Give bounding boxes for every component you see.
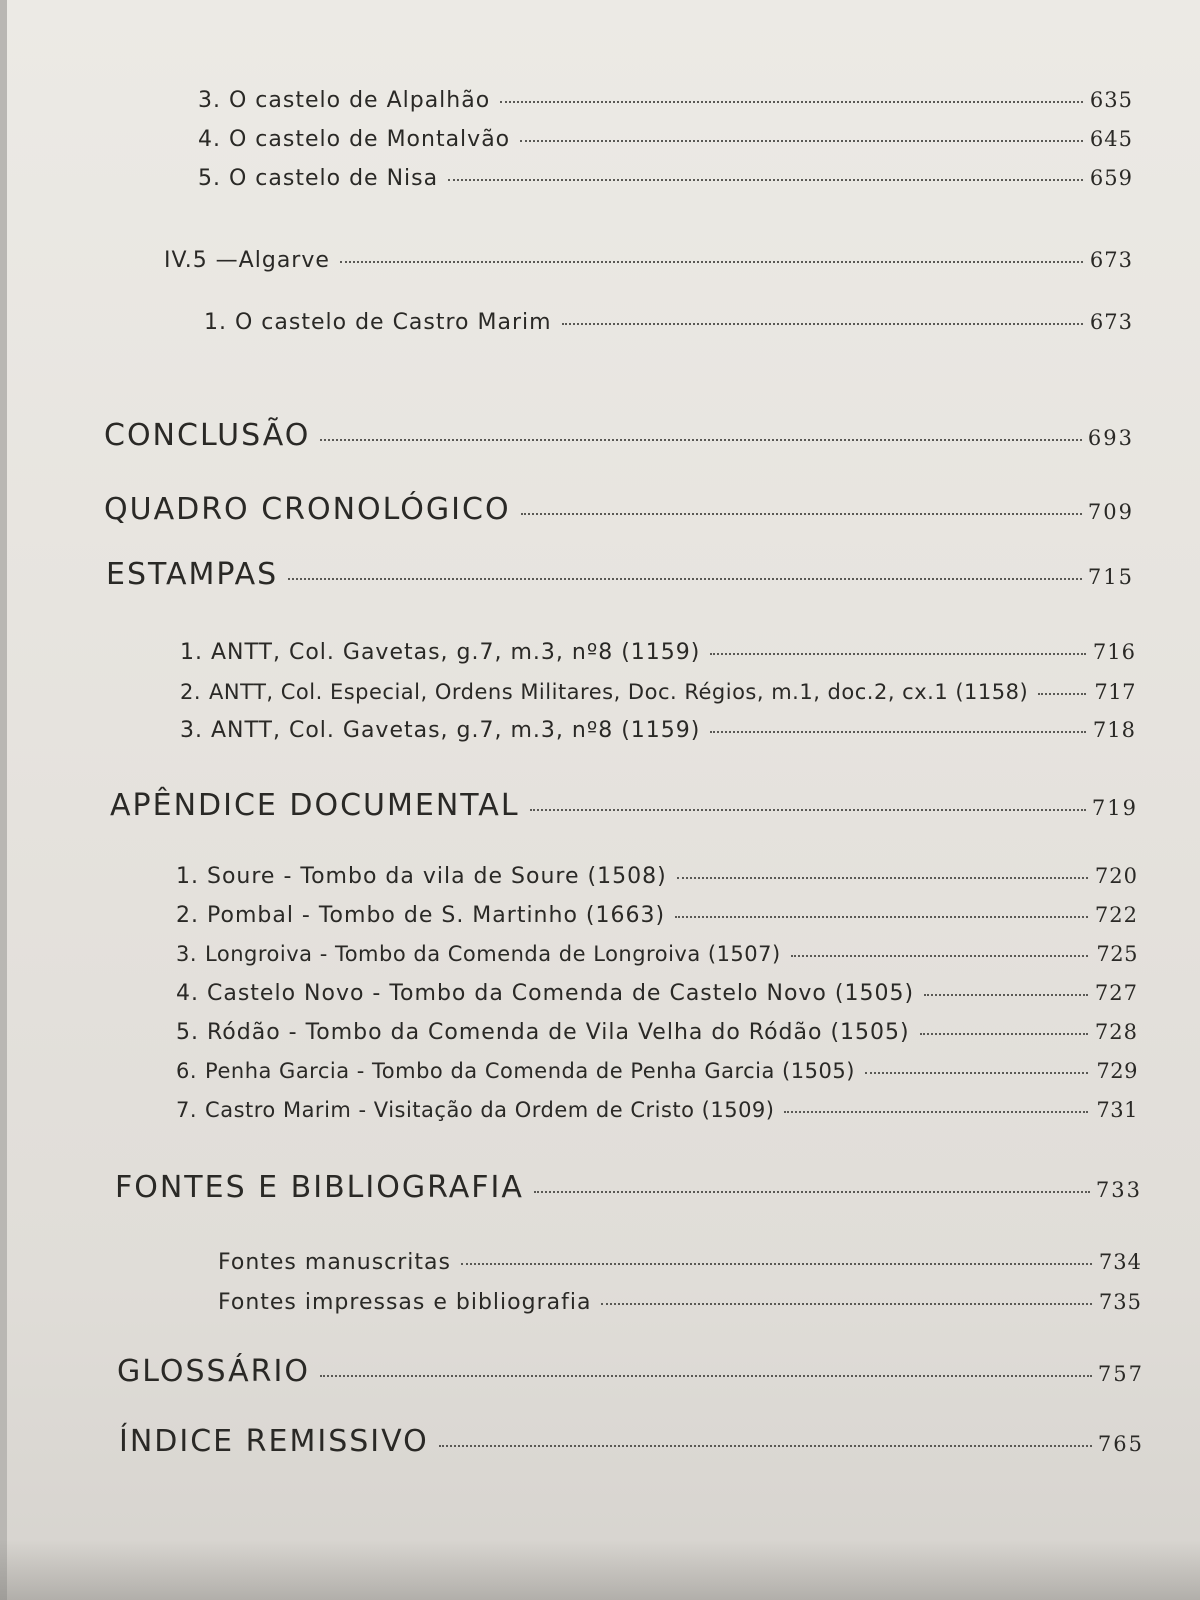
dot-leader (865, 1072, 1088, 1074)
entry-number: 1. (176, 864, 199, 889)
dot-leader (562, 323, 1083, 325)
entry-page: 673 (1089, 248, 1133, 272)
entry-number: 1. (180, 640, 203, 665)
entry-page: 718 (1092, 718, 1136, 742)
entry-title: Ródão - Tombo da Comenda de Vila Velha do Ródão (1505) (207, 1020, 910, 1045)
entry-page: 716 (1092, 640, 1136, 664)
entry-title: O castelo de Montalvão (229, 127, 511, 152)
entry-number: 4. (176, 981, 199, 1006)
entry-page: 717 (1094, 680, 1136, 704)
entry-number: 7. (176, 1098, 198, 1122)
entry-number: 1. (204, 310, 227, 335)
chapter-page: 709 (1087, 500, 1134, 524)
entry-title: Castelo Novo - Tombo da Comenda de Castelo Novo (1505) (207, 981, 915, 1006)
chapter-title: QUADRO CRONOLÓGICO (104, 492, 511, 527)
entry-page: 735 (1098, 1290, 1142, 1314)
entry-title: Fontes impressas e bibliografia (218, 1290, 592, 1315)
dot-leader (520, 140, 1083, 142)
entry-page: 673 (1089, 310, 1133, 334)
chapter-title: APÊNDICE DOCUMENTAL (110, 788, 520, 823)
entry-number: 5. (176, 1020, 199, 1045)
entry-title: O castelo de Alpalhão (229, 88, 491, 113)
chapter-page: 719 (1091, 796, 1138, 820)
dot-leader (710, 731, 1086, 733)
toc-entry (198, 88, 1133, 113)
toc-entry (176, 903, 1138, 928)
toc-chapter-quadro (104, 492, 1134, 527)
dot-leader (924, 994, 1088, 996)
dot-leader (340, 261, 1083, 263)
entry-title: O castelo de Nisa (229, 166, 439, 191)
toc-chapter-indice (119, 1424, 1144, 1459)
entry-number: 2. (176, 903, 199, 928)
dot-leader (920, 1033, 1088, 1035)
dot-leader (530, 809, 1086, 811)
chapter-page: 715 (1087, 565, 1134, 589)
entry-page: 727 (1094, 981, 1138, 1005)
toc-entry (176, 981, 1138, 1006)
entry-number: 3. (198, 88, 221, 113)
chapter-page: 733 (1095, 1178, 1142, 1202)
dot-leader (439, 1445, 1092, 1447)
entry-page: 734 (1098, 1250, 1142, 1274)
toc-entry (204, 310, 1133, 335)
entry-title: Castro Marim - Visitação da Ordem de Cristo (1509) (205, 1098, 775, 1122)
toc-chapter-apendice (110, 788, 1138, 823)
entry-page: 635 (1089, 88, 1133, 112)
toc-entry (176, 1020, 1138, 1045)
entry-title: IV.5 —Algarve (164, 248, 330, 273)
toc-entry (180, 640, 1136, 665)
entry-title: Longroiva - Tombo da Comenda de Longroiva (1507) (205, 942, 781, 966)
dot-leader (461, 1263, 1092, 1265)
chapter-page: 693 (1087, 426, 1134, 450)
dot-leader (791, 955, 1088, 957)
toc-entry (176, 1098, 1138, 1122)
entry-number: 3. (180, 718, 203, 743)
dot-leader (1038, 693, 1086, 695)
dot-leader (534, 1191, 1090, 1193)
toc-entry (176, 942, 1138, 966)
entry-title: ANTT, Col. Gavetas, g.7, m.3, nº8 (1159) (211, 718, 701, 743)
entry-page: 722 (1094, 903, 1138, 927)
entry-page: 725 (1096, 942, 1138, 966)
toc-entry (198, 166, 1133, 191)
chapter-title: ESTAMPAS (106, 557, 279, 592)
toc-chapter-conclusao (104, 418, 1134, 453)
entry-title: ANTT, Col. Gavetas, g.7, m.3, nº8 (1159) (211, 640, 701, 665)
chapter-title: FONTES E BIBLIOGRAFIA (115, 1170, 524, 1205)
dot-leader (320, 439, 1082, 441)
entry-title: ANTT, Col. Especial, Ordens Militares, Doc. Régios, m.1, doc.2, cx.1 (1158) (209, 680, 1029, 704)
entry-number: 2. (180, 680, 202, 704)
entry-page: 729 (1096, 1059, 1138, 1083)
dot-leader (601, 1303, 1092, 1305)
entry-page: 720 (1094, 864, 1138, 888)
entry-number: 4. (198, 127, 221, 152)
entry-title: Soure - Tombo da vila de Soure (1508) (207, 864, 667, 889)
dot-leader (675, 916, 1088, 918)
toc-section-algarve (164, 248, 1133, 273)
dot-leader (500, 101, 1083, 103)
entry-number: 5. (198, 166, 221, 191)
entry-number: 3. (176, 942, 198, 966)
toc-chapter-glossario (117, 1354, 1144, 1389)
toc-entry (180, 718, 1136, 743)
page-edge (0, 0, 7, 1600)
entry-page: 731 (1096, 1098, 1138, 1122)
dot-leader (320, 1375, 1092, 1377)
dot-leader (710, 653, 1086, 655)
chapter-title: ÍNDICE REMISSIVO (119, 1424, 429, 1459)
chapter-page: 765 (1097, 1432, 1144, 1456)
entry-title: Fontes manuscritas (218, 1250, 451, 1275)
toc-chapter-estampas (106, 557, 1134, 592)
entry-title: O castelo de Castro Marim (235, 310, 552, 335)
entry-number: 6. (176, 1059, 198, 1083)
dot-leader (784, 1111, 1088, 1113)
entry-page: 645 (1089, 127, 1133, 151)
entry-title: Pombal - Tombo de S. Martinho (1663) (207, 903, 666, 928)
toc-entry (218, 1250, 1142, 1275)
entry-title: Penha Garcia - Tombo da Comenda de Penha Garcia (1505) (205, 1059, 855, 1083)
dot-leader (677, 877, 1088, 879)
entry-page: 728 (1094, 1020, 1138, 1044)
toc-entry (176, 864, 1138, 889)
toc-chapter-fontes (115, 1170, 1142, 1205)
chapter-title: CONCLUSÃO (104, 418, 311, 453)
toc-entry (198, 127, 1133, 152)
entry-page: 659 (1089, 166, 1133, 190)
chapter-title: GLOSSÁRIO (117, 1354, 310, 1389)
dot-leader (288, 578, 1082, 580)
dot-leader (521, 513, 1082, 515)
chapter-page: 757 (1097, 1362, 1144, 1386)
toc-entry (218, 1290, 1142, 1315)
dot-leader (448, 179, 1083, 181)
toc-entry (180, 680, 1136, 704)
toc-entry (176, 1059, 1138, 1083)
